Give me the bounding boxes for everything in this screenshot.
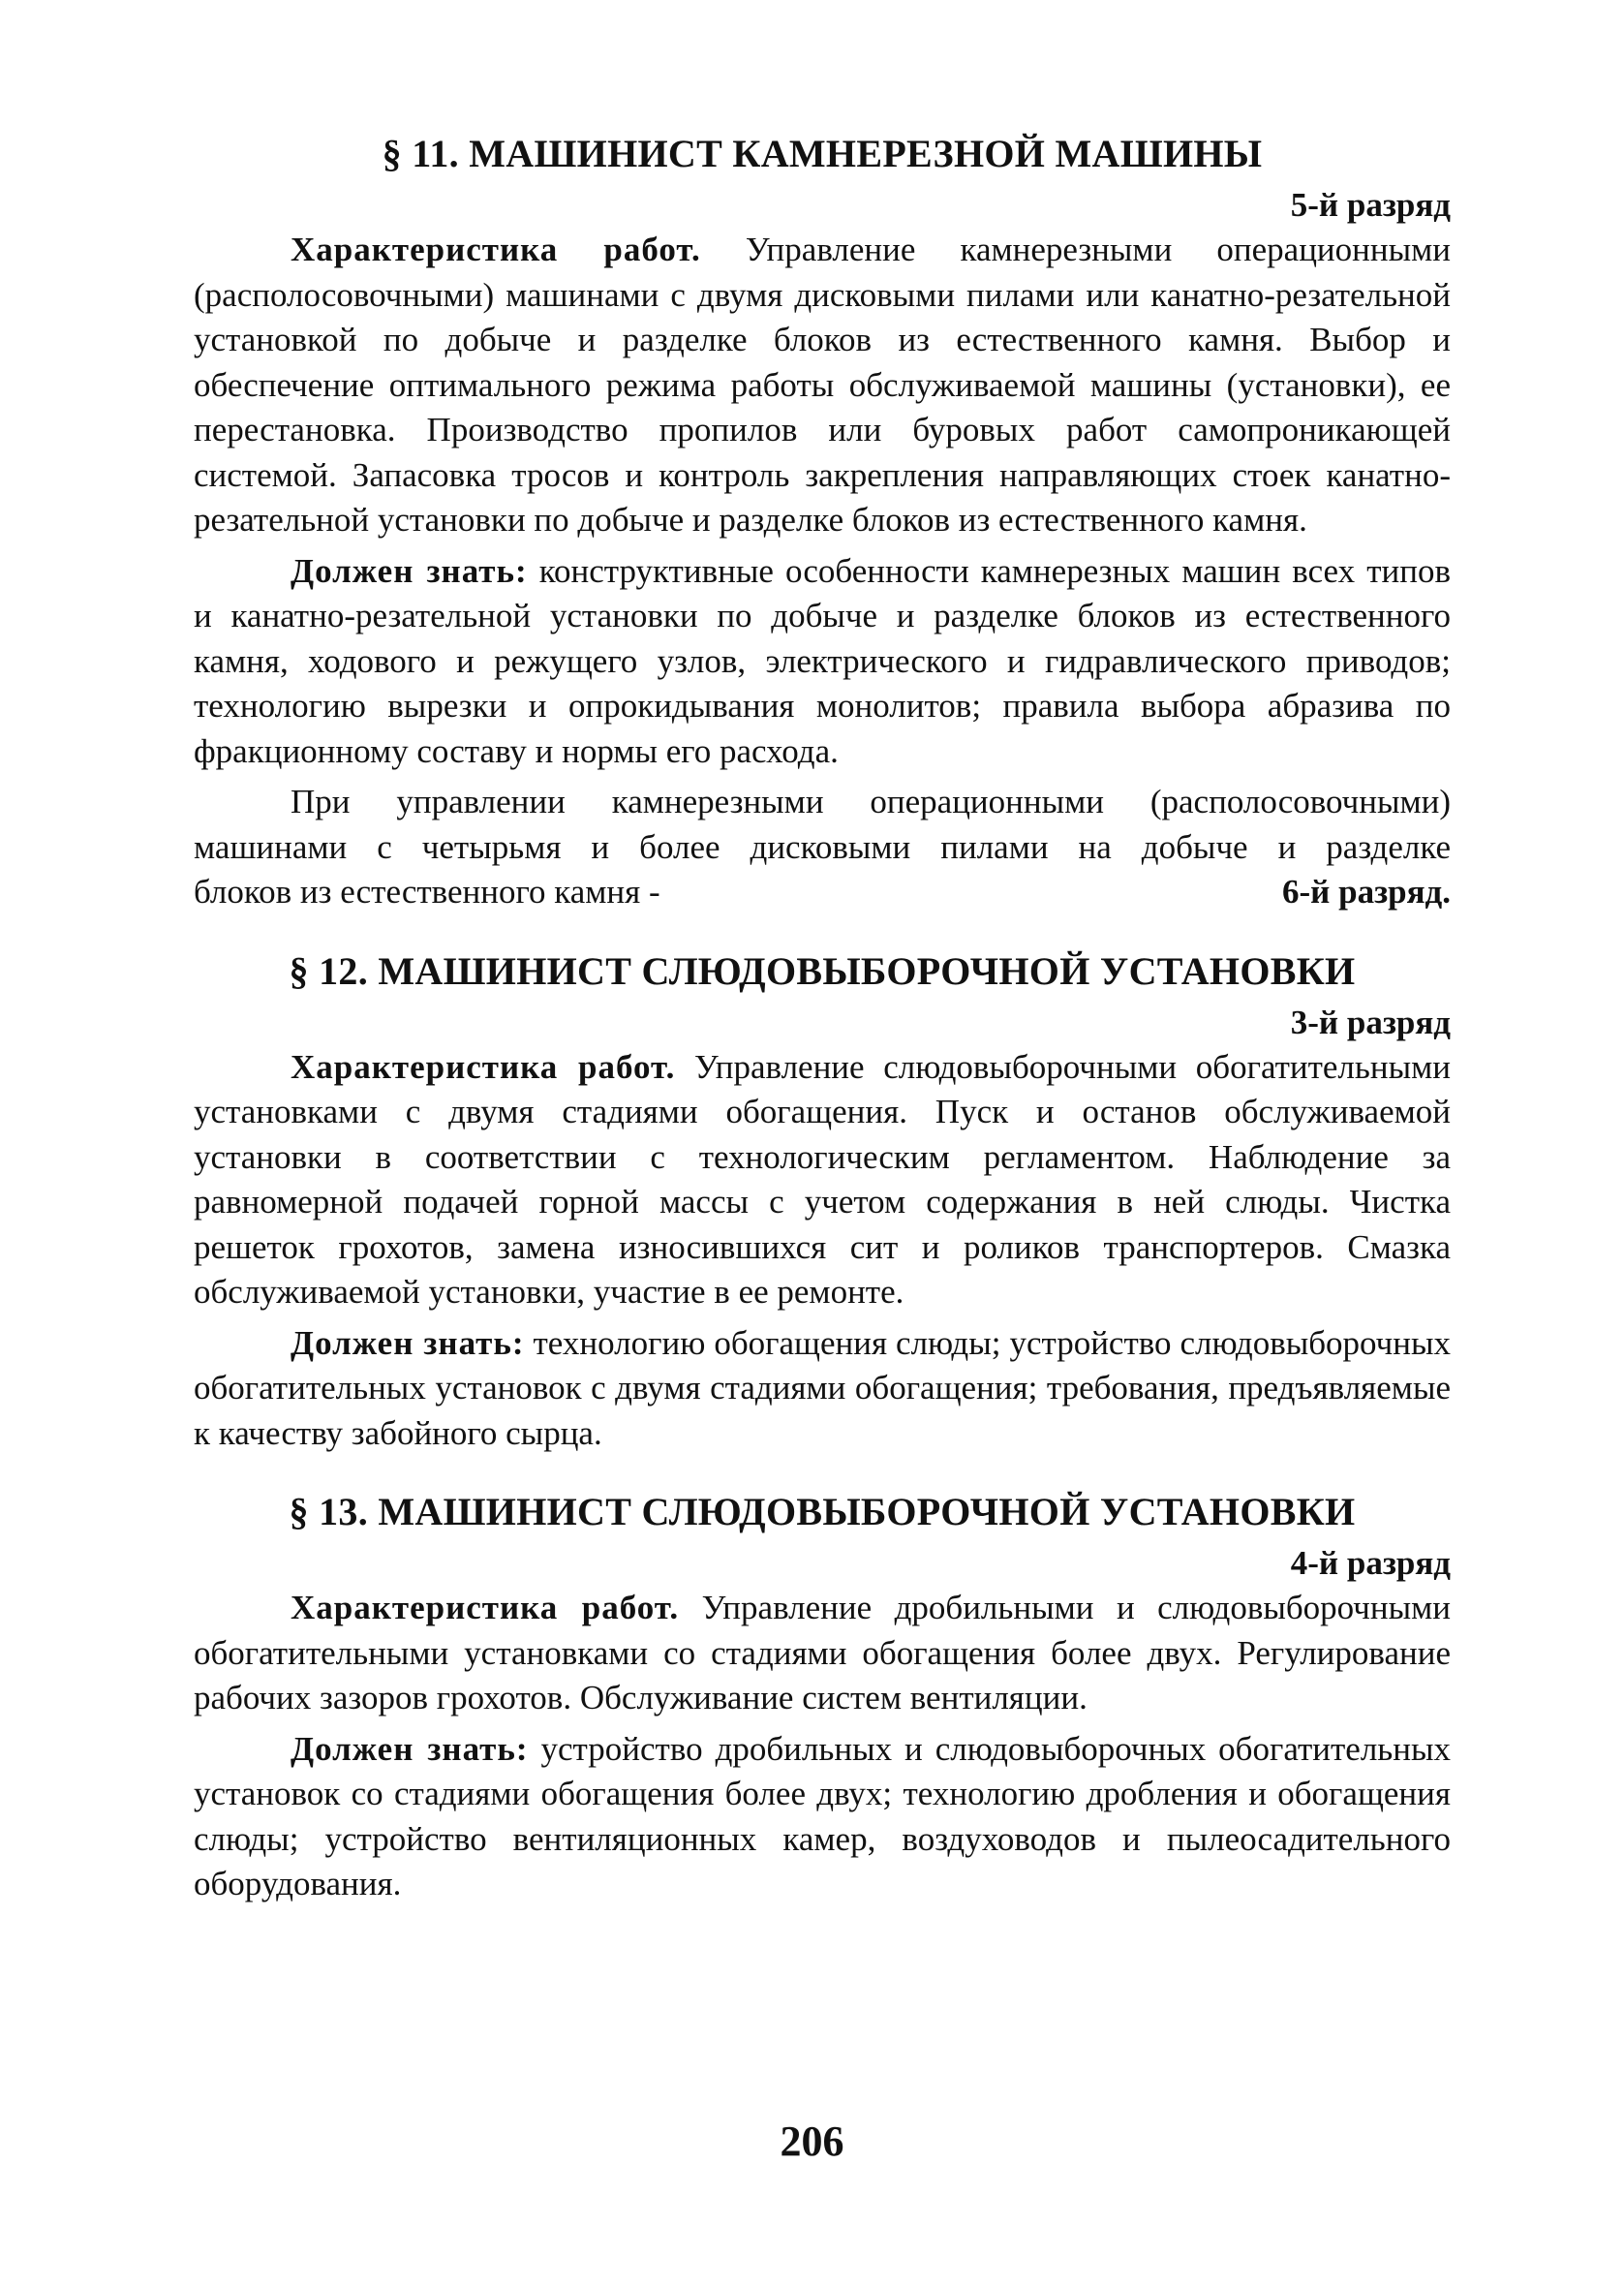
- work-text: Управление камнерезными операционными (располосовочными) машинами с двумя дисковыми пилами или канатно-резательной установкой по добыче и разделке блоков из естественного камня. Выбор и обеспечение оптимального режима работы обслуживаемой машины (установки), ее перестановка. Производство пропилов или буровых работ самопроникающей системой. Запасовка тросов и контроль закрепления направляющих стоек канатно-резательной установки по добыче и разделке блоков из естественного камня.: [194, 231, 1452, 539]
- document-page: [194, 131, 1451, 1907]
- work-label: Характеристика работ.: [291, 231, 701, 268]
- grade-label: 3-й разряд: [1290, 1003, 1451, 1041]
- section-13: [194, 1489, 1451, 1907]
- work-label: Характеристика работ.: [291, 1589, 680, 1626]
- note-grade: 6-й разряд.: [1282, 873, 1451, 911]
- know-label: Должен знать:: [291, 1323, 525, 1362]
- knowledge-description: [194, 1321, 1451, 1457]
- note-last-line: [194, 870, 1451, 915]
- work-text: Управление дробильными и слюдовыборочными обогатительными установками со стадиями обогащения более двух. Регулирование рабочих зазоров грохотов. Обслуживание систем вентиляции.: [194, 1589, 1451, 1716]
- knowledge-description: [194, 1727, 1451, 1907]
- work-label: Характеристика работ.: [291, 1047, 676, 1086]
- page-number: 206: [780, 2118, 844, 2165]
- know-text: устройство дробильных и слюдовыборочных обогатительных установок со стадиями обогащения более двух; технологию дробления и обогащения слюды; устройство вентиляционных камер, воздуховодов и пылеосадительного оборудования.: [194, 1729, 1452, 1902]
- grade-label: 5-й разряд: [1290, 186, 1451, 224]
- section-title: § 13. МАШИНИСТ СЛЮДОВЫБОРОЧНОЙ УСТАНОВКИ: [289, 1490, 1356, 1533]
- work-description: [194, 1045, 1451, 1315]
- know-text: технологию обогащения слюды; устройство слюдовыборочных обогатительных установок с двумя стадиями обогащения; требования, предъявляемые к качеству забойного сырца.: [194, 1323, 1451, 1452]
- section-11: [194, 131, 1451, 915]
- note-paragraph: При управлении камнерезными операционными (располосовочными) машинами с четырьмя и более дисковыми пилами на добыче и разделке: [194, 783, 1451, 866]
- know-label: Должен знать:: [291, 1729, 529, 1768]
- work-text: Управление слюдовыборочными обогатительными установками с двумя стадиями обогащения. Пуск и останов обслуживаемой установки в соответствии с технологическим регламентом. Наблюдение за равномерной подачей горной массы с учетом содержания в ней слюды. Чистка решеток грохотов, замена износившихся сит и роликов транспортеров. Смазка обслуживаемой установки, участие в ее ремонте.: [194, 1047, 1451, 1311]
- work-description: [194, 1586, 1451, 1721]
- note-last-text: блоков из естественного камня -: [194, 873, 660, 911]
- section-title: § 12. МАШИНИСТ СЛЮДОВЫБОРОЧНОЙ УСТАНОВКИ: [289, 948, 1356, 993]
- section-title: § 11. МАШИНИСТ КАМНЕРЕЗНОЙ МАШИНЫ: [382, 132, 1263, 175]
- section-12: [194, 948, 1451, 1457]
- work-description: [194, 228, 1451, 543]
- know-text: конструктивные особенности камнерезных машин всех типов и канатно-резательной установки по добыче и разделке блоков из естественного камня, ходового и режущего узлов, электрического и гидравлического приводов; технологию вырезки и опрокидывания монолитов; правила выбора абразива по фракционному составу и нормы его расхода.: [194, 551, 1452, 770]
- know-label: Должен знать:: [291, 551, 528, 590]
- grade-label: 4-й разряд: [1290, 1544, 1451, 1582]
- knowledge-description: [194, 549, 1451, 775]
